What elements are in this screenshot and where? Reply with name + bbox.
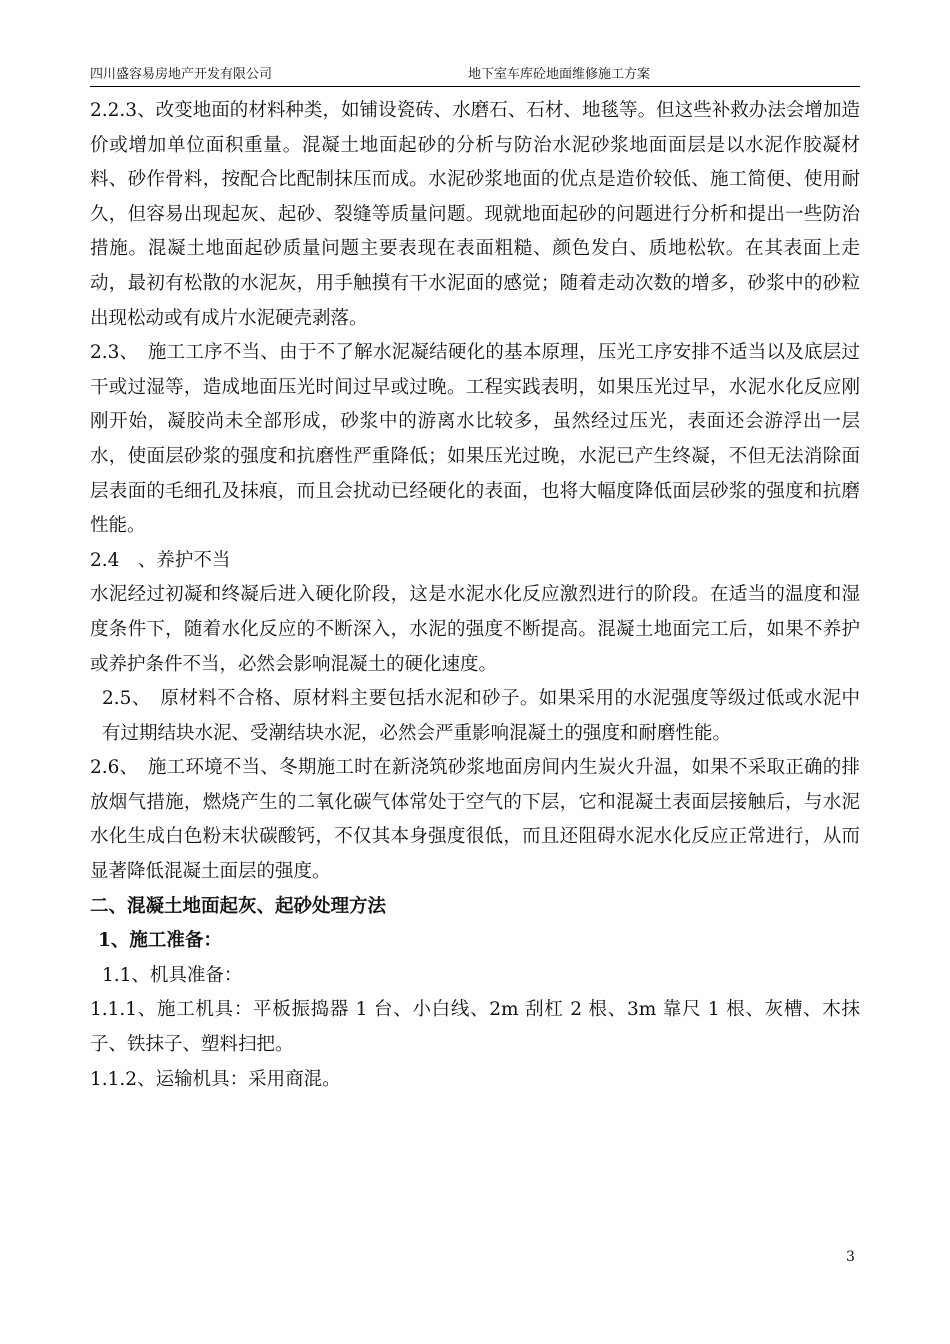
page-number: 3 [846, 1249, 855, 1265]
header-doc-title: 地下室车库砼地面维修施工方案 [468, 67, 651, 82]
paragraph-2-5: 2.5、 原材料不合格、原材料主要包括水泥和砂子。如果采用的水泥强度等级过低或水泥中有过期结块水泥、受潮结块水泥，必然会严重影响混凝土的强度和耐磨性能。 [102, 688, 860, 744]
paragraph-1-1-1: 1.1.1、施工机具：平板振捣器 1 台、小白线、2m 刮杠 2 根、3m 靠尺 1 根、灰槽、木抹子、铁抹子、塑料扫把。 [90, 999, 860, 1056]
paragraph-2-6: 2.6、 施工环境不当、冬期施工时在新浇筑砂浆地面房间内生炭火升温，如果不采取正确的排放烟气措施，燃烧产生的二氧化碳气体常处于空气的下层，它和混凝土表面层接触后，与水泥水化生成白色粉末状碳酸钙，不仅其本身强度很低，而且还阻碍水泥水化反应正常进行，从而显著降低混凝土面层的强度。 [90, 757, 860, 883]
paragraph-2-2-3: 2.2.3、改变地面的材料种类，如铺设瓷砖、水磨石、石材、地毯等。但这些补救办法会增加造价或增加单位面积重量。混凝土地面起砂的分析与防治水泥砂浆地面面层是以水泥作胶凝材料、砂作骨料，按配合比配制抹压而成。水泥砂浆地面的优点是造价较低、施工简便、使用耐久，但容易出现起灰、起砂、裂缝等质量问题。现就地面起砂的问题进行分析和提出一些防治措施。混凝土地面起砂质量问题主要表现在表面粗糙、颜色发白、质地松软。在其表面上走动，最初有松散的水泥灰，用手触摸有干水泥面的感觉；随着走动次数的增多，砂浆中的砂粒出现松动或有成片水泥硬壳剥落。 [90, 100, 860, 329]
page-header [90, 64, 860, 87]
paragraph-2-3: 2.3、 施工工序不当、由于不了解水泥凝结硬化的基本原理，压光工序安排不适当以及底层过干或过湿等，造成地面压光时间过早或过晚。工程实践表明，如果压光过早，水泥水化反应刚刚开始，凝胶尚未全部形成，砂浆中的游离水比较多，虽然经过压光，表面还会游浮出一层水，使面层砂浆的强度和抗磨性严重降低；如果压光过晚，水泥已产生终凝，不但无法消除面层表面的毛细孔及抹痕，而且会扰动已经硬化的表面，也将大幅度降低面层砂浆的强度和抗磨性能。 [90, 342, 860, 537]
paragraph-1-1-2: 1.1.2、运输机具：采用商混。 [90, 1068, 341, 1090]
paragraph-2-4-body: 水泥经过初凝和终凝后进入硬化阶段，这是水泥水化反应激烈进行的阶段。在适当的温度和湿度条件下，随着水化反应的不断深入，水泥的强度不断提高。混凝土地面完工后，如果不养护或养护条件不当，必然会影响混凝土的硬化速度。 [90, 584, 860, 675]
subsection-heading-1-1: 1.1、机具准备： [102, 964, 243, 986]
document-body [90, 94, 860, 1097]
subsection-heading-1: 1、施工准备： [98, 930, 222, 952]
paragraph-2-4-heading: 2.4 、养护不当 [90, 549, 231, 571]
section-heading-2: 二、混凝土地面起灰、起砂处理方法 [90, 895, 387, 917]
header-company: 四川盛容易房地产开发有限公司 [90, 67, 273, 82]
